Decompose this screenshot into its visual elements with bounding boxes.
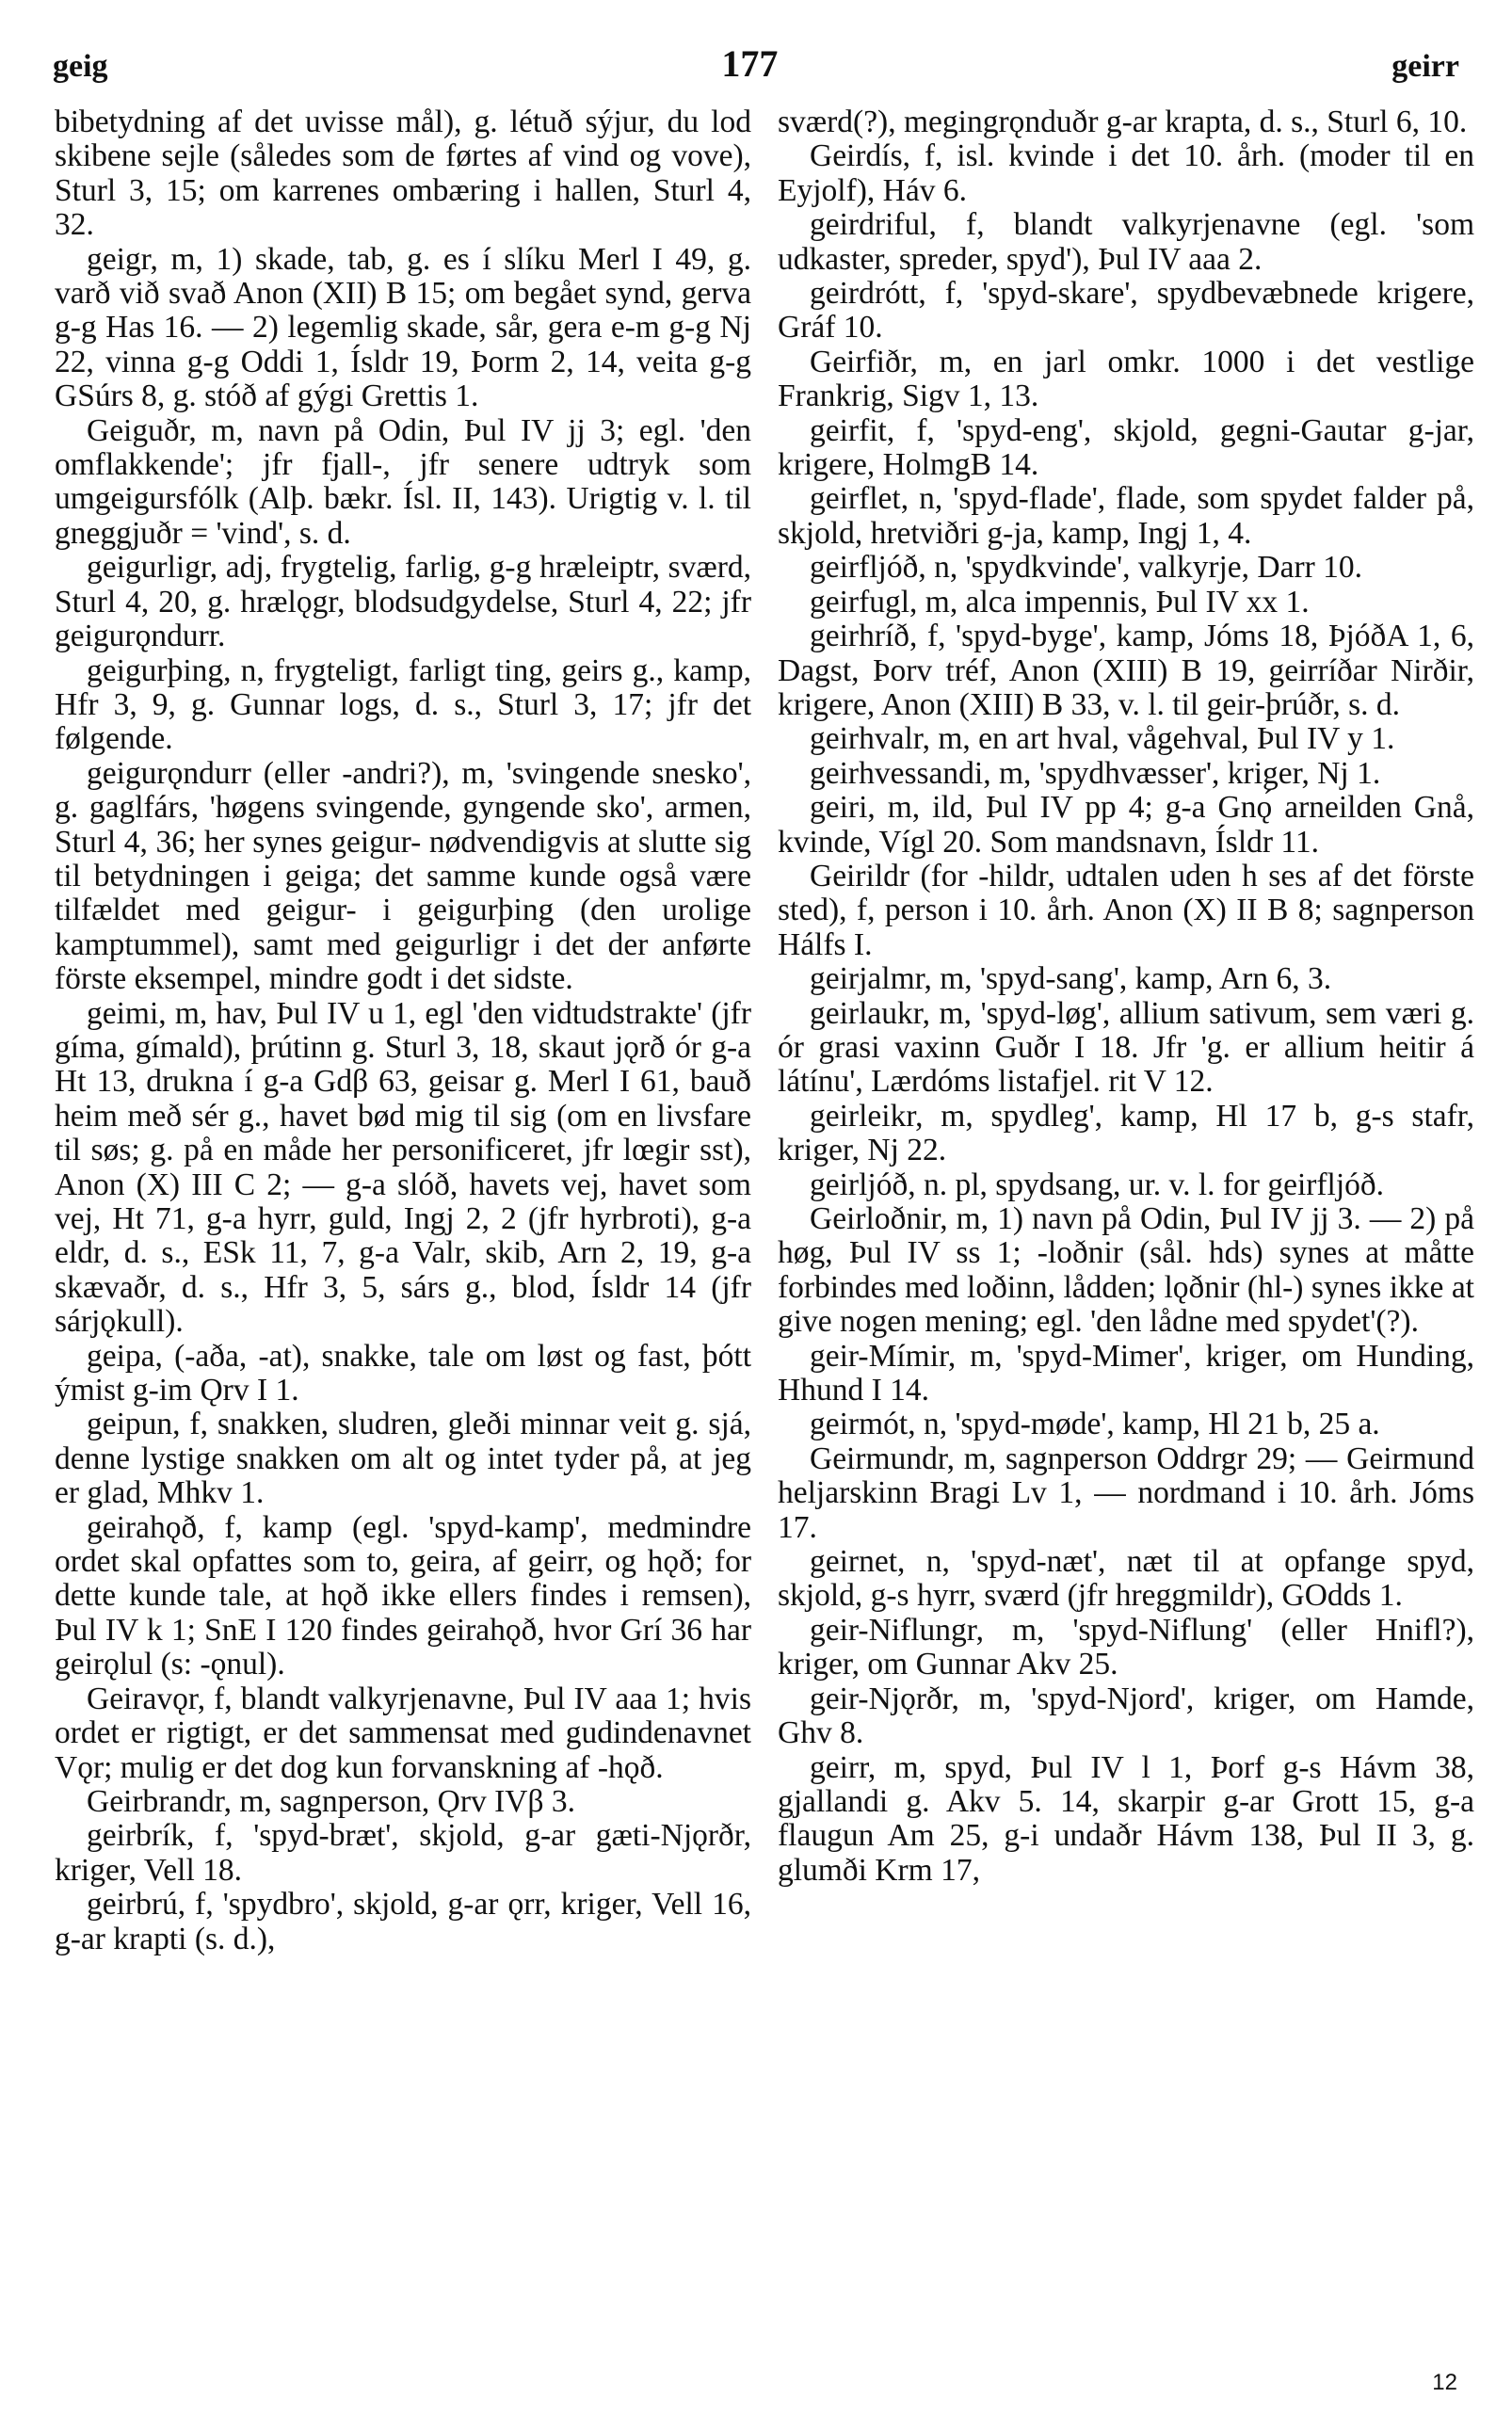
dictionary-entry: geir-Mímir, m, 'spyd-Mimer', kriger, om Hunding, Hhund I 14. [778, 1338, 1474, 1408]
dictionary-entry: geirflet, n, 'spyd-flade', flade, som spydet falder på, skjold, hretviðri g-ja, kamp, Ingj 1, 4. [778, 481, 1474, 551]
dictionary-entry: geiri, m, ild, Þul IV pp 4; g-a Gnǫ́ arneilden Gnå, kvinde, Vígl 20. Som mandsnavn, Ísldr 11. [778, 790, 1474, 860]
dictionary-entry: Geirloðnir, m, 1) navn på Odin, Þul IV jj 3. — 2) på høg, Þul IV ss 1; -loðnir (sål. hds) synes at måtte forbindes med loðinn, lådden; lǫðnir (hl-) synes ikke at give nogen mening; egl. 'den lådne med spydet'(?). [778, 1201, 1474, 1340]
entry-continuation: sværd(?), megingrǫnduðr g-ar krapta, d. s., Sturl 6, 10. [778, 105, 1468, 139]
dictionary-entry: geirr, m, spyd, Þul IV l 1, Þorf g-s Hávm 38, gjallandi g. Akv 5. 14, skarpir g-ar Grott 15, g-a flaugun Am 25, g-i undaðr Hávm 138, Þul II 3, g. glumði Krm 17, [778, 1749, 1474, 1888]
dictionary-entry: geirdriful, f, blandt valkyrjenavne (egl. 'som udkaster, spreder, spyd'), Þul IV aaa 2. [778, 207, 1474, 277]
dictionary-entry: geirljóð, n. pl, spydsang, ur. v. l. for geirfljóð. [810, 1167, 1385, 1202]
dictionary-entry: geirnet, n, 'spyd-næt', næt til at opfange spyd, skjold, g-s hyrr, sværd (jfr hreggmildr), GOdds 1. [778, 1544, 1474, 1614]
dictionary-entry: geimi, m, hav, Þul IV u 1, egl 'den vidtudstrakte' (jfr gíma, gímald), þrútinn g. Sturl 3, 18, skaut jǫrð ór g-a Ht 13, drukna í g-a Gdβ 63, geisar g. Merl I 61, bauð heim með sér g., havet bød mig til sig (om en livsfare til søs; g. på en måde her personificeret, jfr lœgir sst), Anon (X) III C 2; — g-a slóð, havets vej, havet som vej, Ht 71, g-a hyrr, guld, Ingj 2, 2 (jfr hyrbroti), g-a eldr, d. s., ESk 11, 7, g-a Valr, skib, Arn 2, 19, g-a skævaðr, d. s., Hfr 3, 5, sárs g., blod, Ísldr 14 (jfr sárjǫkull). [55, 995, 751, 1340]
dictionary-entry: geir-Njǫrðr, m, 'spyd-Njord', kriger, om Hamde, Ghv 8. [778, 1681, 1474, 1751]
page-number: 177 [721, 42, 779, 85]
dictionary-entry: geipun, f, snakken, sludren, gleði minnar veit g. sjá, denne lystige snakken om alt og intet tyder på, at jeg er glad, Mhkv 1. [55, 1407, 751, 1511]
header-right-guideword: geirr [1391, 49, 1459, 84]
running-header [53, 41, 1459, 83]
left-column [55, 105, 751, 1956]
dictionary-entry: geirmót, n, 'spyd-møde', kamp, Hl 21 b, 25 a. [810, 1407, 1380, 1442]
dictionary-entry: Geirildr (for -hildr, udtalen uden h ses af det förste sted), f, person i 10. årh. Anon (X) II B 8; sagnperson Hálfs I. [778, 858, 1474, 962]
dictionary-entry: Geirmundr, m, sagnperson Oddrgr 29; — Geirmund heljarskinn Bragi Lv 1, — nordmand i 10. årh. Jóms 17. [778, 1440, 1474, 1545]
right-column [778, 105, 1474, 1888]
dictionary-entry: geir-Niflungr, m, 'spyd-Niflung' (eller Hnifl?), kriger, om Gunnar Akv 25. [778, 1612, 1474, 1682]
dictionary-entry: Geirfiðr, m, en jarl omkr. 1000 i det vestlige Frankrig, Sigv 1, 13. [778, 344, 1474, 414]
dictionary-entry: geirhvalr, m, en art hval, vågehval, Þul IV y 1. [810, 721, 1395, 757]
dictionary-entry: geirbrík, f, 'spyd-bræt', skjold, g-ar gæti-Njǫrðr, kriger, Vell 18. [55, 1818, 751, 1888]
dictionary-entry: geirfljóð, n, 'spydkvinde', valkyrje, Darr 10. [810, 550, 1363, 586]
header-left-guideword: geig [53, 49, 108, 84]
dictionary-entry: geirahǫð, f, kamp (egl. 'spyd-kamp', medmindre ordet skal opfattes som to, geira, af geirr, og hǫð; for dette kunde tale, at hǫð ikke ellers findes i remsen), Þul IV k 1; SnE I 120 findes geirahǫð, hvor Grí 36 har geirǫlul (s: -ǫnul). [55, 1509, 751, 1682]
dictionary-entry: geigurǫndurr (eller -andri?), m, 'svingende snesko', g. gaglfárs, 'høgens svingende, gyngende sko', armen, Sturl 4, 36; her synes geigur- nødvendigvis at slutte sig til betydningen i geiga; det samme kunde også være tilfældet med geigur- i geigurþing (den urolige kamptummel), samt med geigurligr i det der anførte förste eksempel, mindre godt i det sidste. [55, 755, 751, 997]
dictionary-entry: geirfit, f, 'spyd-eng', skjold, gegni-Gautar g-jar, krigere, HolmgB 14. [778, 412, 1474, 483]
dictionary-entry: geipa, (-aða, -at), snakke, tale om løst og fast, þótt ýmist g-im Ǫrv I 1. [55, 1338, 751, 1408]
signature-mark: 12 [1432, 2370, 1457, 2395]
dictionary-entry: geirbrú, f, 'spydbro', skjold, g-ar ǫrr, kriger, Vell 16, g-ar krapti (s. d.), [55, 1887, 751, 1956]
dictionary-entry: geirhvessandi, m, 'spydhvæsser', kriger, Nj 1. [810, 755, 1381, 791]
dictionary-entry: geigr, m, 1) skade, tab, g. es í slíku Merl I 49, g. varð við svað Anon (XII) B 15; om begået synd, gerva g-g Has 16. — 2) legemlig skade, sår, gera e-m g-g Nj 22, vinna g-g Oddi 1, Ísldr 19, Þorm 2, 14, veita g-g GSúrs 8, g. stóð af gýgi Grettis 1. [55, 241, 751, 414]
dictionary-entry: Geiguðr, m, navn på Odin, Þul IV jj 3; egl. 'den omflakkende'; jfr fjall-, jfr senere udtryk som umgeigursfólk (Alþ. bækr. Ísl. II, 143). Urigtig v. l. til gneggjuðr = 'vind', s. d. [55, 412, 751, 551]
dictionary-entry: geirdrótt, f, 'spyd-skare', spydbevæbnede krigere, Gráf 10. [778, 276, 1474, 346]
dictionary-entry: Geirbrandr, m, sagnperson, Ǫrv IVβ 3. [87, 1783, 576, 1819]
dictionary-entry: geigurþing, n, frygteligt, farligt ting, geirs g., kamp, Hfr 3, 9, g. Gunnar logs, d. s., Sturl 3, 17; jfr det følgende. [55, 652, 751, 757]
dictionary-entry: geigurligr, adj, frygtelig, farlig, g-g hræleiptr, sværd, Sturl 4, 20, g. hrælǫgr, blodsudgydelse, Sturl 4, 22; jfr geigurǫndurr. [55, 550, 751, 654]
dictionary-entry: Geirdís, f, isl. kvinde i det 10. årh. (moder til en Eyjolf), Háv 6. [778, 138, 1474, 208]
entry-continuation: bibetydning af det uvisse mål), g. létuð sýjur, du lod skibene sejle (således som de førtes af vind og vove), Sturl 3, 15; om karrenes ombæring i hallen, Sturl 4, 32. [55, 105, 751, 243]
dictionary-entry: geirjalmr, m, 'spyd-sang', kamp, Arn 6, 3. [810, 961, 1332, 997]
dictionary-entry: Geiravǫr, f, blandt valkyrjenavne, Þul IV aaa 1; hvis ordet er rigtigt, er det sammensat med gudindenavnet Vǫr; mulig er det dog kun forvanskning af -hǫð. [55, 1681, 751, 1785]
dictionary-entry: geirleikr, m, spydleg', kamp, Hl 17 b, g-s stafr, kriger, Nj 22. [778, 1098, 1474, 1168]
dictionary-entry: geirlaukr, m, 'spyd-løg', allium sativum, sem væri g. ór grasi vaxinn Guðr I 18. Jfr 'g. er allium heitir á látínu', Lærdóms listafjel. rit V 12. [778, 995, 1474, 1100]
dictionary-entry: geirfugl, m, alca impennis, Þul IV xx 1. [810, 584, 1310, 620]
dictionary-entry: geirhríð, f, 'spyd-byge', kamp, Jóms 18, ÞjóðA 1, 6, Dagst, Þorv tréf, Anon (XIII) B 19, geirríðar Nirðir, krigere, Anon (XIII) B 33, v. l. til geir-þrúðr, s. d. [778, 619, 1474, 722]
